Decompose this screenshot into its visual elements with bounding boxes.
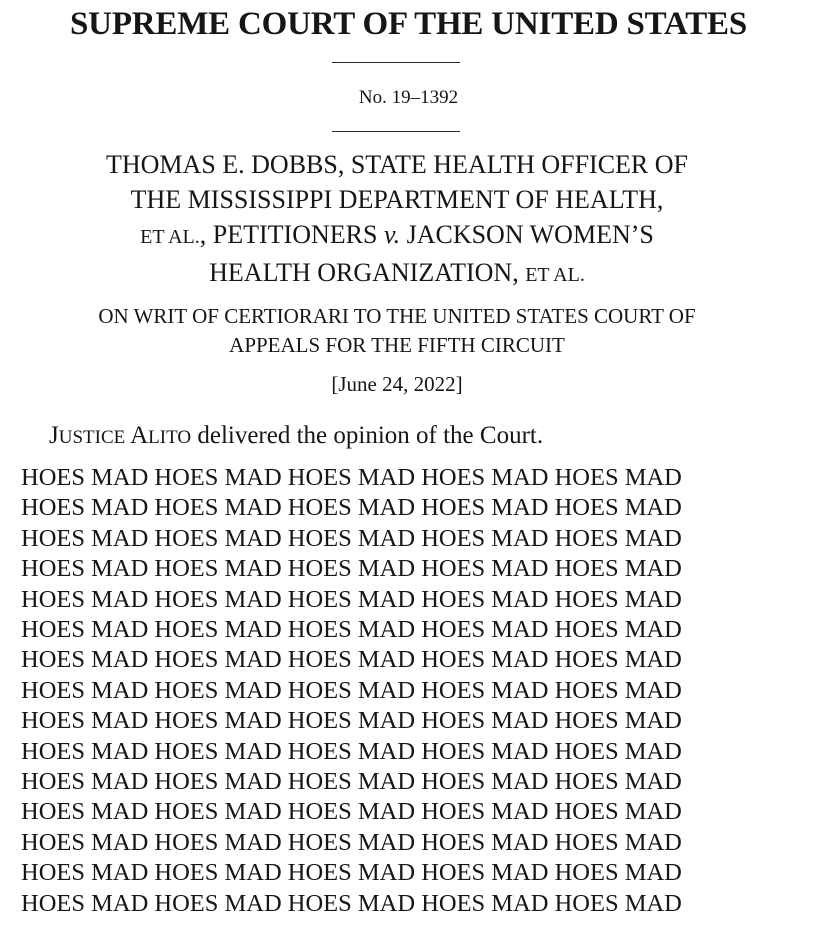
opinion-author-line xyxy=(49,422,543,450)
opinion-text-line: HOES MAD HOES MAD HOES MAD HOES MAD HOES MAD xyxy=(21,464,682,491)
caption-line-4 xyxy=(0,255,794,293)
et-al-label: ET AL. xyxy=(140,226,200,248)
decision-date: [June 24, 2022] xyxy=(331,372,463,396)
author-name-smallcaps: LITO xyxy=(148,427,192,448)
opinion-text-line: HOES MAD HOES MAD HOES MAD HOES MAD HOES MAD xyxy=(21,616,682,644)
opinion-text-line: HOES MAD HOES MAD HOES MAD HOES MAD HOES MAD xyxy=(21,676,682,704)
opinion-text-line: HOES MAD HOES MAD HOES MAD HOES MAD HOES MAD xyxy=(21,555,682,583)
divider-top xyxy=(332,62,460,63)
court-name: SUPREME COURT OF THE UNITED STATES xyxy=(70,6,747,42)
author-title-smallcaps: USTICE xyxy=(58,427,126,448)
et-al-label-2: ET AL. xyxy=(525,264,585,286)
opinion-body xyxy=(21,463,791,919)
opinion-text-line: HOES MAD HOES MAD HOES MAD HOES MAD HOES MAD xyxy=(21,494,682,522)
opinion-text-line: HOES MAD HOES MAD HOES MAD HOES MAD HOES MAD xyxy=(21,828,682,856)
opinion-text-line: HOES MAD HOES MAD HOES MAD HOES MAD HOES MAD xyxy=(21,585,682,613)
caption-line-3 xyxy=(0,217,794,255)
respondent-name: HEALTH ORGANIZATION, xyxy=(209,258,526,287)
writ-line-1: ON WRIT OF CERTIORARI TO THE UNITED STATES COURT OF xyxy=(98,304,696,328)
versus-label: v. xyxy=(383,220,401,249)
author-name-initial: A xyxy=(125,422,149,449)
writ-statement xyxy=(0,302,794,360)
divider-bottom xyxy=(332,131,460,132)
opinion-text-line: HOES MAD HOES MAD HOES MAD HOES MAD HOES MAD xyxy=(21,707,682,735)
opinion-text-line: HOES MAD HOES MAD HOES MAD HOES MAD HOES MAD xyxy=(21,798,682,826)
opinion-text-line: HOES MAD HOES MAD HOES MAD HOES MAD HOES MAD xyxy=(21,859,682,887)
writ-line-2: APPEALS FOR THE FIFTH CIRCUIT xyxy=(229,333,565,357)
docket-number: No. 19–1392 xyxy=(358,87,459,108)
caption-line-1: THOMAS E. DOBBS, STATE HEALTH OFFICER OF xyxy=(105,150,689,179)
caption-line-2: THE MISSISSIPPI DEPARTMENT OF HEALTH, xyxy=(130,185,664,214)
opinion-text-line: HOES MAD HOES MAD HOES MAD HOES MAD HOES MAD xyxy=(21,737,682,765)
opinion-text-line: HOES MAD HOES MAD HOES MAD HOES MAD HOES MAD xyxy=(21,524,682,552)
opinion-text-line: HOES MAD HOES MAD HOES MAD HOES MAD HOES MAD xyxy=(21,646,682,674)
author-line-rest: delivered the opinion of the Court. xyxy=(191,422,544,449)
petitioners-label: , PETITIONERS xyxy=(199,220,384,249)
author-title-initial: J xyxy=(49,422,59,449)
case-caption xyxy=(0,147,794,293)
opinion-text-line: HOES MAD HOES MAD HOES MAD HOES MAD HOES MAD xyxy=(21,768,682,796)
respondent-label: JACKSON WOMEN’S xyxy=(400,220,654,249)
opinion-text-line: HOES MAD HOES MAD HOES MAD HOES MAD HOES MAD xyxy=(21,889,682,917)
